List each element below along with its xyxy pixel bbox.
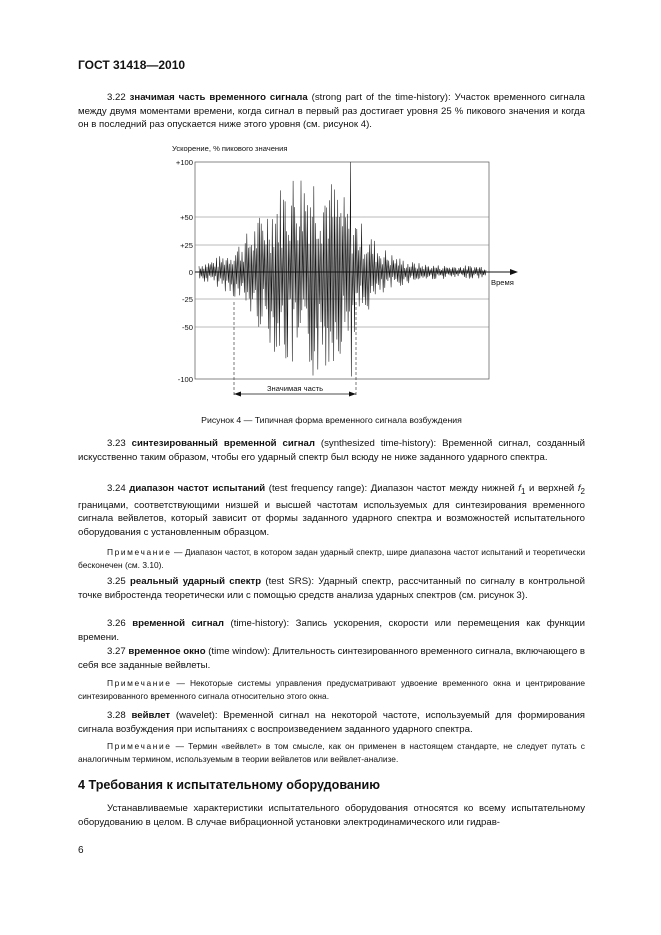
note-1: Примечание — Диапазон частот, в котором задан ударный спектр, шире диапазона частот испытаний и теоретически бесконечен (см. 3.10). <box>78 547 585 570</box>
figure-caption: Рисунок 4 — Типичная форма временного сигнала возбуждения <box>201 415 462 425</box>
note-label: Примечание <box>107 741 172 751</box>
strong-part-label: Значимая часть <box>266 384 324 393</box>
definition: (time-history): Запись ускорения, скорости или перемещения как функции времени. <box>78 618 586 643</box>
clause-3-24: 3.24 диапазон частот испытаний (test frequency range): Диапазон частот между нижней $f_1$ и верхней $f_2$ границами, соответствующими низшей и высшей частотам используемых для синтезирования временного сигнала вейвлетов, который зависит от формы заданного ударного спектра и возможностей испытательного оборудования с установленным образцом. <box>78 483 585 538</box>
clause-3-27 <box>78 645 585 672</box>
clause-number: 3.23 <box>107 438 126 449</box>
term: реальный ударный спектр <box>130 576 262 587</box>
waveform-path <box>199 162 486 377</box>
signal-trace <box>199 162 486 377</box>
term: вейвлет <box>131 710 171 721</box>
y-tick-label: +50 <box>180 213 193 222</box>
dimension-arrow-right <box>349 392 356 397</box>
clause-number: 3.25 <box>107 576 126 587</box>
term: диапазон частот испытаний <box>129 483 266 494</box>
note-label: Примечание <box>107 547 172 557</box>
note-label: Примечание <box>107 678 172 688</box>
y-tick-label: -100 <box>177 375 193 384</box>
term: синтезированный временной сигнал <box>131 438 315 449</box>
definition: (strong part of the time-history): Участок временного сигнала между двумя моментами времени, когда сигнал в первый раз достигает уровня 25 % пикового значения и когда он в последний раз опускается ниже этого уровня (см. рисунок 4). <box>78 92 586 131</box>
clause-number: 3.28 <box>107 710 126 721</box>
page-number: 6 <box>78 845 84 856</box>
term: значимая часть временного сигнала <box>129 92 308 103</box>
section-heading: 4 Требования к испытательному оборудованию <box>78 778 381 792</box>
document-header: ГОСТ 31418—2010 <box>78 58 186 72</box>
definition: (test SRS): Ударный спектр, рассчитанный по сигналу в контрольной точке вибростенда теоретически или с помощью средств анализа ударных спектров (см. рисунок 3). <box>78 576 585 601</box>
figure-4-chart <box>150 142 530 412</box>
clause-3-26 <box>78 617 585 644</box>
clause-number: 3.26 <box>107 618 126 629</box>
y-tick-label: +25 <box>180 241 193 250</box>
y-axis-title: Ускорение, % пикового значения <box>172 144 288 153</box>
time-axis-arrow <box>510 269 518 275</box>
note-3: Примечание — Термин «вейвлет» в том смысле, как он применен в настоящем стандарте, не следует путать с аналогичным термином, используемым в теории вейвлетов или вейвлет-анализе. <box>78 741 585 764</box>
y-tick-label: -50 <box>182 323 193 332</box>
clause-number: 3.27 <box>107 646 126 657</box>
x-axis-label: Время <box>491 278 514 287</box>
section-4-paragraph: Устанавливаемые характеристики испытательного оборудования относятся ко всему испытательному оборудованию в целом. В случае вибрационной установки электродинамического или гидрав- <box>78 803 585 828</box>
clause-number: 3.22 <box>107 92 126 103</box>
clause-3-28 <box>78 709 585 736</box>
term: временной сигнал <box>132 618 224 629</box>
clause-3-25 <box>78 575 585 602</box>
clause-3-23 <box>78 437 585 464</box>
y-tick-label: -25 <box>182 295 193 304</box>
clause-number: 3.24 <box>107 483 126 494</box>
clause-3-22 <box>78 91 585 132</box>
definition: (time window): Длительность синтезированного временного сигнала, включающего в себя все заданные вейвлеты. <box>78 646 585 671</box>
note-2: Примечание — Некоторые системы управления предусматривают удвоение временного окна и центрирование синтезированного временного сигнала относительно этого окна. <box>78 678 585 701</box>
y-tick-label: 0 <box>188 268 193 277</box>
y-tick-label: +100 <box>175 158 193 167</box>
definition: (synthesized time-history): Временной сигнал, созданный искусственно таким образом, чтобы его ударный спектр был всюду не ниже заданного ударного спектра. <box>78 438 585 463</box>
y-tick-labels <box>176 158 193 384</box>
definition: (wavelet): Временной сигнал на некоторой частоте, используемый для формирования сигнала возбуждения при испытаниях с воспроизведением заданного ударного спектра. <box>78 710 585 735</box>
dimension-arrow-left <box>234 392 241 397</box>
term: временное окно <box>128 646 206 657</box>
